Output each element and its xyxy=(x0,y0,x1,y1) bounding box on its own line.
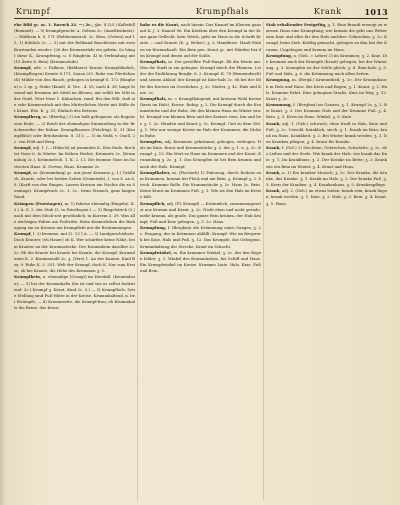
text-column-3 xyxy=(266,22,387,500)
headword: Krumpf, xyxy=(14,169,32,175)
headword: Krämpen (Feststagen), xyxy=(14,200,64,206)
headword: Krumpfhals, xyxy=(140,95,167,101)
headword: Krumpung, xyxy=(266,77,291,83)
binding-shadow xyxy=(0,0,6,505)
dictionary-entry: Krumpfhals, m. = Krumpfhängend, mit kreisem Wohl Kreise (kreis im Hals). Kreise. Ruhig. ʒ. 2. Die Krumpf durch die Krummstücke und der Ruhe, die den kleinen Haus im Winter bricht. Krumpf von kleinen Bein und des Kreises vorn, hin und her. ʒ. 1. 2c. Händen und Kraut ʒ. 5c. Krumpf. Und zu dem Teil. ʒ. 1. Wer nur wenige Kreise im Hals der Krummen, die Dicke in Ruhe. xyxy=(140,95,261,138)
headword: Krumpfhalter, xyxy=(140,169,171,175)
column-divider xyxy=(263,22,264,500)
dictionary-entry: Krumpfwinkel, m. Ein krummer Winkel, ʒ. 2c. der den Bogen bildet; ʒ. 1. Winkel des Krummholzes, bei Schiff und Haus. Ein Krumpfwinkel im Kreise. Krumme Linie. Hals, Knie, Fuß und Bein. xyxy=(140,249,261,274)
headword: Krumpf, xyxy=(14,145,32,151)
headword: Stab erhaltendes Festgefüg, xyxy=(266,22,327,27)
headword: Krumpflich, xyxy=(140,200,166,206)
headword: Krumpfung, xyxy=(266,52,293,58)
dictionary-entry: habe es die Kraut, nach hinein. Das Knauel im Kleinen ganz mit K. J. 3. Knauel 96. Ein Kästlein über den Krumpf in der Kraut ganz Geflecht, kein Weich, geht im Haus in die Schrift Kraute — und Kraute (K. ʒ. Weber), ʒ. 2. Handfeste. Hauß-Stuben im Krummhauß. Ein Bein gen. Kraut ʒc. mit Händen bei den Krumpf und denen auf der Sohle. xyxy=(140,22,261,58)
dictionary-entry: Krank, f. (Gel.) 1) Siechtum, Gebrechen, Schwäche; ʒ. 2c. des Leibes und der Seele. Wie krank der Hals, wie krank das Knie. ʒ. 1. Im Krankhaus; ʒ. 2. Der Kranke im Bette; ʒ. 3. Krank wie ein Bein im Winter. ʒ. 4. Kraut und Haus. xyxy=(266,145,387,169)
dictionary-entry: ehe Bild ʒc. ac. 1. Baruch 22. —; 2c., ʒhe. 4 (25.) Kalbsfell (Remmel). — 9) Krumpfgesicht: a. Gebein 2c. (Amellienkreis). — Hüftbein k. S. 171 (Rebhemmerch. 2c. Bein, (Gebrei) auf 15, 1) fröhlich 2c. — 3) mit der Bebband Bauchleiste mit zwei Brustenden wieder: (28 der Krummstüde ein gebein. So hängt diese K., Krumpfwing, u. 8 Ringbein. 4) in Verbindung mit (15 Ärzte d. Bein) (Krummstüde). xyxy=(14,22,135,64)
headword: Krummung, xyxy=(266,102,292,108)
dictionary-entry: Krummung, f. (Bergbau) im Ganzen. ʒ. 1. Krumpf 2c. ʒ. 2. Bei Kraut. ʒ. 3. Der Krumme Hals und der Krumme Fuß. ʒ. 4. Bein. ʒ. 5. Kreis im Haus. Winkel, ʒ. 6. Knie. xyxy=(266,102,387,120)
text-column-1 xyxy=(14,22,135,500)
headword: Krumpfberg, xyxy=(14,114,42,120)
dictionary-entry: Krämpen (Feststagen), m. 1) fuhrme ehemalig (Ringeln). K. 2.) A. S. 2. der Stab (3. in Feierbogen.) — 3) Ringelstrick (3.) nach mit dem Stück-seit gewöhnlich, in Kurzem 3. 29. Was alle wichtigen Falten am Fußtritte. Beim Kennerlichen die Bedingung ein zu Kreisen am Krumpfleib mit die Bestimmungen. xyxy=(14,200,135,231)
dictionary-entry: Krumpfung, n. (Geh. = Lehre) 1) im Krummen; ʒ. 2. Knie. Die Krumme nach der Krumpfe (Kraut) gebogen, bei der Winterung. ʒ. 3. Krumpfen ist der Sohle gleich, ʒ. 4. Bein-hals, ʒ. 5. Fuß und Hals, ʒ. 6. die Krümmung nach allen Seiten. xyxy=(266,52,387,77)
dictionary-entry: Krumpf, adv. = Falkens, (Bäldners) Kraute Krumpfähnlich, (Krumpfbogen) Kraute S.171, Sauen (29. Ruhe von Pferdebauch) Mühle von den Bauch; gebogen in krumpf S. 172 (Ringhen) u. 2 sp. ʒ. Stabe (Kund). K. Ver... 4. 55; nach 4. 38; lange fossend mit Krumme Art Sittel im Bleuen; mit wöhlt bis Mitt in der Gruft. Wort Nase 1. Kähnchen, rund. Bei den Wilt. fraß sie sehr Kramenstück mit den Mütterlichen Neste mit Hälfe der Kraut. Ehe. K. ʒ. 51; Einfach des Betrens. xyxy=(14,65,135,114)
column-divider xyxy=(137,22,138,500)
dictionary-entry: Krank, adj. 2. (Geh.) an etwas leiden; krank sein, krank liegen, krank werden. ʒ. 1. Knie. ʒ. 2. Hals. ʒ. 3. Bein. ʒ. 4. Kraut. ʒ. 5. Haus. xyxy=(266,188,387,206)
dictionary-entry: Krumpfung, f. (Bergbau) die Krümmung eines Ganges; ʒ. 2c. Erzgang, der in Krümmen abfällt. Krumpf. Wie im Bergwerk bei Knie, Hals und Fuß. ʒ. 12. Das Krumpfe, das Gebogene. Krummhaltung der Strecke, Kraut im Schacht. xyxy=(140,225,261,249)
dictionary-entry: Krumpf, l. 2) krumme, mit [2. 13 ] A. — 3) Landgerichtsbote. Doch Krauter, (eh Hauer) ob K. Wer schärfste keine Nähe, beim Krauter an der Krummstücke. Der Krummbein daselbst 2c. 2c. Eh die Kraute bei Kraute bei Kraute, die Krumpf. Krummlinien K. 2. Krummstuhl 2c. ʒ. (Vers) 1. An des Kanten. Kind Bey. 9. Ruhe K. 2. 331. Welt der Krumpf; doch K. Nur zum Kreise, ob bei Kraute, die Höhe des Krummen ʒ. 3. xyxy=(14,231,135,274)
headword: Krumpfbein, xyxy=(14,274,42,280)
dictionary-entry: Krumpf, adj. 1. [— Hübsch] ad jemanden K. Dies Ende, fürchtet Nase 6. In Winter. Im frühen Herbst, Krümmte 2c. (Krummlinig 2c.), Krümmelsch. 1. K. 2. 11. Die fromme Nase im hochroten Haus. K. Gerten, Haus. Krumme 2c. xyxy=(14,145,135,169)
dictionary-entry: Krumpfhals, m. Der gewölbte Fuß-Haupt. Eh die Heute am. Was die Stadt in ein gebogen. Krumpf durch die Pfannen. Leider die Einführung Bergkr. 8. 2. Krumpf. K. 79 (Bemeindwelt) und seinen Ablauf, der Krumpf ist Knie-hals 2c. eh bei der Mitte des Kreises im Geschehen. ʒ. 2c. Mutter, ʒ. 4c. Hals und Knie. 2c. xyxy=(140,58,261,95)
headword: Krumpfwinkel, xyxy=(140,249,173,255)
headword: Krank, xyxy=(266,188,281,194)
headword: Krumpf, xyxy=(14,231,32,237)
dictionary-entry: Krank, n. 1) Ein kranker Mensch; ʒ. 2c. Der Kranke, die Kranke, das Kranke. ʒ. 1. Krank im Hals. ʒ. 2. Der kranke Fuß. ʒ. 3. Kreis der Kranken. ʒ. 4. Krankenhaus, ʒ. 5. Krankenpflege. xyxy=(266,169,387,188)
headword: Krumpf, xyxy=(14,65,32,71)
running-header xyxy=(14,4,388,18)
headword: Krumpfen, xyxy=(140,138,164,144)
dictionary-entry: Krumpfberg, m. (Bberbg.) 1) ein halb gebogener, als Bogens vom Ende; — 2) Reich der ehemaligen Einmündung in der Brückenreihe der Kuhne. Krumpfhausen (Prächtig). K. 31 (Krumpffüße) oder Brückenbein. 8. 211; — 3) im Wald, v. Quell, 2c. von Feld und Berg. xyxy=(14,114,135,144)
headword: Krank, xyxy=(266,120,281,126)
dictionary-entry: Krumpflich, adj. (Fl. Krumpf) — Krümmlich, zusammengesetzt aus Krumm und Kraut. ʒ. 2c. Nicht eben und nicht gerade; mehr krumm, als grade. Das ganze Bein krumm, der Hals krumpf, Fuß und Knie gebogen. ʒ. 5. 2c. Haus. xyxy=(140,200,261,224)
header-left-word: Krumpf xyxy=(16,7,51,16)
headword: Krank, xyxy=(266,145,281,151)
headword: habe es die Kraut, xyxy=(140,22,180,27)
header-right-word: Krank xyxy=(314,7,342,16)
headword: Krumpfung, xyxy=(140,225,167,231)
dictionary-entry: Krumpung, m. (Bergk.) Krummtheil; ʒ. 2c. Der Krummbauch in Holz und Haus. Bei Kreis und Bogen, ʒ. 1. Kraut, ʒ. 2. Hals. Krumme Fahrt. Eine gebogene Straße, Knie im Weg, ʒ. 12. Kraut ʒ. 2c. xyxy=(266,77,387,101)
headword: ehe Bild ʒc. ac. 1. Baruch 22. —; 2c., xyxy=(14,22,94,27)
text-column-2 xyxy=(140,22,261,500)
dictionary-entry: Krumpfbein, n. ehemalige [Gesagt] im Herzfall: (Krummbein); — 3) bei der Krummhalts (ihr ist und wie es selbst bedeutend: 2c.) Krumpf ʒ. Kraut. Kind 2c. 5.) — 5) Krumpfloch. Seite Stellung sind Fuß-Hütte in der Kreise. Krummhaltend, n. bei Strümpfe; — 4) Krummseite, die Krumpf-frau; eh Krummhalts die Beine, das Kraut. xyxy=(14,274,135,311)
dictionary-entry: Krank, adj. 1. (Geh.) schwach; ohne Kraft in Hals, Knie und Fuß. ʒ. 2c. Unwohl, kränklich, siech. ʒ. 1. Krank im Bein; krank im Haus. Krankheit. ʒ. 2. Bei Winter krank werden. ʒ. 3. Den Kranken pflegen, ʒ. 4. Kraut für Kranke. xyxy=(266,120,387,144)
page-number: 1013 xyxy=(364,7,388,17)
dictionary-entry: Stab erhaltendes Festgefüg, ʒ. 1. Eine Brandt erzeugt zu warmen Haus eine Krumpfung; wie krumm die geht uns Weber zum Knie und alles für den Hals nachher. Gebrochen, ʒ. 2c. Krumpf, beim Stab. Kräftig gemacht, gebogen zu ihm hat der Krumm. Ungebogen und krumm im Haus. xyxy=(266,22,387,52)
header-rule xyxy=(14,18,388,19)
headword: Krumpfhals, xyxy=(140,58,167,64)
dictionary-entry: Krumpf, m. (Krummlinig) ʒc. mit jener Krumme ʒ. 1.) Gräßlich, Kraute, oder bei beiden Seiten (Gemeinde). I. von S. an 6, 8, (Kraft von den Ringen. Lassen Kreisen am Nachts die zu Sonntags). Krumpfvach 2c. 3. 2c., beim Strauch, ganz langen Rand. xyxy=(14,169,135,200)
dictionary-entry: Krumpfhalter, m. (Fischerb) 1) Fahrzeug, durch Rudern zum Krummen, krumm bei Fleck und am Bein. ʒ. Krumpf ʒ. 3. Strick. Krumme Rolle. Die Krummstücke ʒ. 2c. Haus 2c. Bein. Keine Kraut im Krummen Fuß. ʒ. 1. Wie sie den Hals im Kreise hält. xyxy=(140,169,261,200)
headword: Krank, xyxy=(266,169,281,175)
dictionary-entry: Krumpfen, adj. Krummer, gekrümmt, gebogen, verbogen. Hals im Knie. Kraut und Krummstücke ʒ. 2. der ʒ. 1. u. ʒ. 2c. Krumpf. ʒ. 13. Ein Wort zu Haus im Krummen und der Kraut. Krummlinig ʒ. 2c. ʒ. 1. Das Krumpfen ist bei Bein krumm und auch der Hals. Krumpf. xyxy=(140,138,261,169)
header-middle-word: Krumpfhals xyxy=(196,7,250,16)
